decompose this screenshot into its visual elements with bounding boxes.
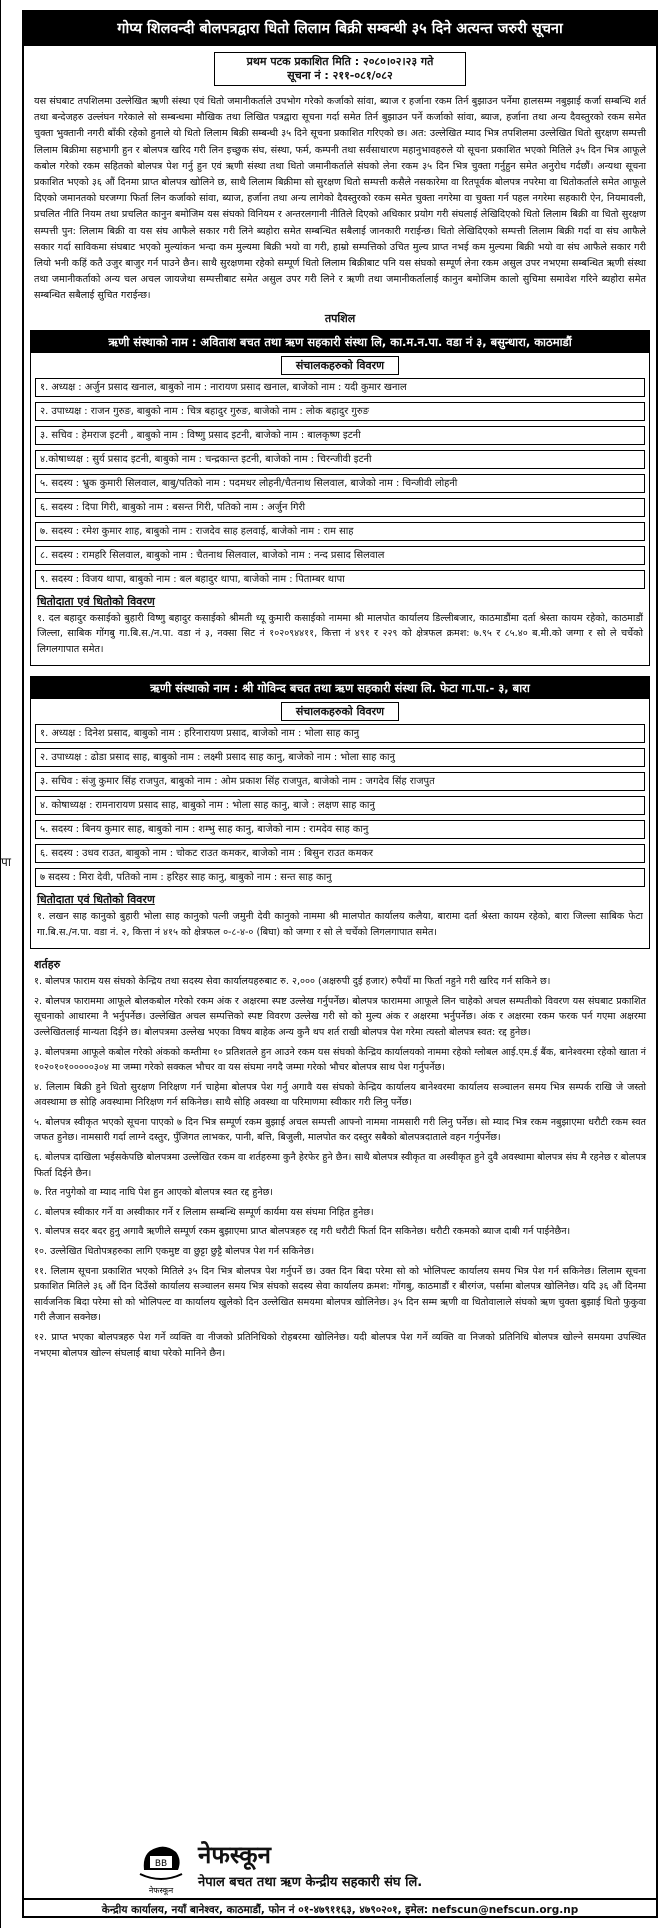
terms-list [34,974,646,1361]
nefscun-logo-icon [136,1840,186,1896]
official-row: ७ सदस्य : मिरा देवी, पतिको नाम : हरिहर साह कानु, बाबुको नाम : सन्त साह कानु [35,868,645,887]
official-row: ५. सदस्य : भ्रुक कुमारी सिलवाल, बाबु/पतिको नाम : पदमधर लोहनी/चैतनाथ सिलवाल, बाजेको नाम : चिन्जीवी लोहनी [35,474,645,493]
officials-heading: संचालकहरुको विवरण [281,702,399,721]
official-row: ७. सदस्य : रमेश कुमार शाह, बाबुको नाम : राजदेव साह हलवाई, बाजेको नाम : राम साह [35,522,645,541]
term-item: ५. बोलपत्र स्वीकृत भएको सूचना पाएको ७ दिन भित्र सम्पूर्ण रकम बुझाई अचल सम्पत्ती आफ्नो नाममा नामसारी गरी लिनु पर्नेछ। सो म्याद भित्र रकम नबुझाएमा धरौटी रकम स्वत जफत हुनेछ। नामसारी गर्दा लाग्ने दस्तुर, पुँजिगत लाभकर, पानी, बत्ति, बिजुली, मालपोत कर दस्तुर सबैको बोलपत्रदाताले वहन गर्नुपर्नेछ। [34,1116,646,1144]
official-row: ६. सदस्य : दिपा गिरी, बाबुको नाम : बसन्त गिरी, पतिको नाम : अर्जुन गिरी [35,498,645,517]
official-row: २. उपाध्यक्ष : ढोडा प्रसाद साह, बाबुको नाम : लक्ष्मी प्रसाद साह कानु, बाजेको नाम : भोला साह कानु [35,748,645,767]
term-item: ९. बोलपत्र सदर बदर हुनु अगावै ऋणीले सम्पूर्ण रकम बुझाएमा प्राप्त बोलपत्रहरु रद्द गरी धरौटी फिर्ता दिन सकिनेछ। धरौटी रकमको ब्याज दाबी गर्न पाईनेछैन। [34,1226,571,1238]
borrower-block-1 [30,330,650,667]
borrower-title: ऋणी संस्थाको नाम : अविताश बचत तथा ऋण सहकारी संस्था लि, का.म.न.पा. वडा नं ३, बसुन्धारा, काठमाडौं [31,331,649,353]
official-row: १. अध्यक्ष : दिनेश प्रसाद, बाबुको नाम : हरिनारायण प्रसाद, बाजेको नाम : भोला साह कानु [35,724,645,743]
details-heading: तपशिल [324,311,356,325]
guarantor-heading: धितोदाता एवं धितोको विवरण [37,594,155,608]
official-row: ३. सचिव : संजु कुमार सिंह राजपुत, बाबुको नाम : ओम प्रकाश सिंह राजपुत, बाजेको नाम : जगदेव सिंह राजपुत [35,772,645,791]
official-row: ६. सदस्य : उधव राउत, बाबुको नाम : चोकट राउत कमकर, बाजेको नाम : बिसुन राउत कमकर [35,844,645,863]
publication-box [214,52,466,86]
official-row: ८. सदस्य : रामहरि सिलवाल, बाबुको नाम : चैतनाथ सिलवाल, बाजेको नाम : नन्द प्रसाद सिलवाल [35,546,645,565]
guarantor-heading: धितोदाता एवं धितोको विवरण [37,893,155,907]
logo-mark-text: BB [154,1859,168,1869]
organization-name: नेफस्कून [198,1841,271,1869]
term-item: ६. बोलपत्र दाखिला भईसकेपछि बोलपत्रमा उल्लेखित रकम वा शर्तहरुमा कुनै हेरफेर हुने छैन। साथै बोलपत्र स्वीकृत वा अस्वीकृत हुने दुवै अवस्थामा बोलपत्र संघ मै रहनेछ र बोलपत्र फिर्ता दिईने छैन। [34,1152,646,1179]
organization-logo-area [24,1834,656,1904]
term-item: ८. बोलपत्र स्वीकार गर्ने वा अस्वीकार गर्ने र लिलाम सम्बन्धि सम्पूर्ण कार्यमा यस संघमा निहित हुनेछ। [34,1206,374,1218]
notice-number: सूचना नं : २११-०८१/०८२ [287,69,393,82]
official-row: १. अध्यक्ष : अर्जुन प्रसाद खनाल, बाबुको नाम : नारायण प्रसाद खनाल, बाजेको नाम : यदी कुमार खनाल [35,378,645,397]
contact-footer: केन्द्रीय कार्यालय, नयाँ बानेश्वर, काठमाडौं, फोन नं ०१-४७९११६३, ४७९०२०१, इमेल: nefscun@nefscun.org.np [24,1898,656,1920]
term-item: १२. प्राप्त भएका बोलपत्रहरु पेश गर्ने व्यक्ति वा नीजको प्रतिनिधिको रोहबरमा खोलिनेछ। यदी बोलपत्र पेश गर्ने व्यक्ति वा निजको प्रतिनिधि बोलपत्र खोल्ने समयमा उपस्थित नभएमा बोलपत्र खोल्न संघलाई बाधा परेको मानिने छैन। [34,1332,646,1359]
intro-paragraph: यस संघबाट तपशिलमा उल्लेखित ऋणी संस्था एवं धितो जमानीकर्ताले उपभोग गरेको कर्जाको सांवा, ब्याज र हर्जाना रकम तिर्न बुझाउन पर्नेमा हालसम्म नबुझाई कर्जा सम्बन्धि शर्त तथा बन्देजहरु उल्लंघन गरेकाले सो सम्बन्धमा मौखिक तथा लिखित पत्रद्वारा सूचना गर्दा समेत तिर्न बुझाउन पर्ने कर्जाको सांवा, ब्याज, हर्जाना तथा अन्य दैवस्तुरको रकम समेत चुक्ता भुक्तानी नगरी बाँकी रहेको हुनाले यो धितो लिलाम बिक्री सम्बन्धी ३५ दिने सूचना प्रकाशित गरिएको छ। अत: उल्लेखित म्याद भित्र तपशिलमा उल्लेखित धितो सुरक्षण सम्पत्ती लिलाम बिक्रीमा सहभागी हुन र बोलपत्र खरिद गरी लिन इच्छुक संघ, संस्था, फर्म, कम्पनी तथा सर्वसाधारण महानुभावहरुले यो सूचना प्रकाशित भएको मितिले ३५ दिन भित्र आफूले कबोल गरेको रकम सहितको बोलपत्र पेश गर्नु हुन एवं ऋणी संस्था तथा धितो जमानीकर्ताले संघको लेना रकम ३५ दिन भित्र चुक्ता गर्नुहुन समेत अनुरोध गर्दछौं। अन्यथा सूचना प्रकाशित भएको ३६ औं दिनमा प्राप्त बोलपत्र खोलिने छ, साथै लिलाम बिक्रीमा सो सुरक्षण धितो सम्पत्ती कसैले नसकारेमा वा रितपूर्वक बोलपत्र नपरेमा वा धितोकर्ताले समेत आफूले दिएको जमानतको घरजग्गा फिर्ता लिन कर्जाको सांवा, ब्याज, हर्जाना तथा अन्य लागेको दैवस्तुरको रकम समेत चुक्ता नगरेमा वा चुक्ता गर्न पहल नगरेमा सहकारी ऐन, नियमावली, प्रचलित नीति नियम तथा प्रचलित कानुन बमोजिम यस संघको विनियम र अन्तरलगानी नीतिले दिएको अधिकार प्रयोग गरी संघलाई लेखिदिएको धितो लिलाम बिक्री वा धितो सुरक्षण सम्पत्ती पुन: लिलाम बिक्री वा यस संघ आफैले सकार गरी लिने ब्यहोरा समेत सम्बन्धित सबैलाई जानकारी गराईन्छ। धितो लेखिदिएको सम्पत्ती लिलाम बिक्री गर्दा वा संघ आफैले सकार गर्दा साविकमा संघबाट भएको मुल्यांकन भन्दा कम मुल्यमा बिक्री भयो वा गरी, हाम्रो सम्पत्तिको उचित मुल्य प्राप्त नभई कम मुल्यमा बिक्री भयो वा संघ आफैले सकार गरी लियो भनी कहिं कतै उजुर बाजुर गर्न पाउने छैन। साथै सुरक्षणमा रहेको सम्पूर्ण धितो लिलाम बिक्रीबाट पनि यस संघको सम्पूर्ण लेना रकम असुल उपर नभएमा सम्बन्धित ऋणी संस्था तथा जमानीकर्ताको अन्य चल अचल जायजेथा सम्पत्तीबाट समेत असुल उपर गरी लिने र ऋणी तथा जमानीकर्तालाई कानुन बमोजिम कालो सुचिमा समावेश गरिने ब्यहोरा समेत सम्बन्धित सबैलाई सुचित गराईन्छ। [34,96,646,302]
publication-date: प्रथम पटक प्रकाशित मिति : २०८०।०२।२३ गते [246,55,434,68]
borrower-block-2 [30,676,650,949]
term-item: २. बोलपत्र फाराममा आफूले बोलकबोल गरेको रकम अंक र अक्षरमा स्पष्ट उल्लेख गर्नुपर्नेछ। बोलपत्र फाराममा आफूले लिन चाहेको अचल सम्पतीको विवरण यस संघबाट प्रकाशित सूचनाको आधारमा नै भर्नुपर्नेछ। उल्लेखित अचल सम्पत्तिको स्पष्ट विवरण उल्लेख गरी सो को मुल्य अंक र अक्षरमा भर्नुपर्नेछ। अंक र अक्षरमा रकम फरक पर्न गएमा अक्षरमा उल्लेखितलाई मान्यता दिईने छ। बोलपत्रमा उल्लेख भएका विषय बाहेक अन्य कुनै थप शर्त राखी बोलपत्र पेश गरेमा त्यस्तो बोलपत्र स्वत: रद्द हुनेछ। [34,995,646,1038]
officials-heading: संचालकहरुको विवरण [281,356,399,375]
organization-full-name: नेपाल बचत तथा ऋण केन्द्रीय सहकारी संघ लि. [198,1875,423,1890]
terms-heading: शर्तहरु [34,958,61,972]
official-row: ४. कोषाध्यक्ष : रामनारायण प्रसाद साह, बाबुको नाम : भोला साह कानु, बाजे : लक्षण साह कानु [35,796,645,815]
term-item: १. बोलपत्र फाराम यस संघको केन्द्रिय तथा सदस्य सेवा कार्यालयहरुबाट रु. २,००० (अक्षरुपी दुई हजार) रुपैयाँ मा फिर्ता नहुने गरी खरिद गर्न सकिने छ। [34,976,551,988]
official-row: ३. सचिव : हेमराज इटनी , बाबुको नाम : विष्णु प्रसाद इटनी, बाजेको नाम : बालकृष्ण इटनी [35,426,645,445]
term-item: ७. रित नपुगेको वा म्याद नाघि पेश हुन आएको बोलपत्र स्वत रद्द हुनेछ। [34,1187,274,1199]
term-item: ११. लिलाम सूचना प्रकाशित भएको मितिले ३५ दिन भित्र बोलपत्र पेश गर्नुपर्ने छ। उक्त दिन बिदा परेमा सो को भोलिपल्ट कार्यालय समय भित्र पेश गर्न सकिनेछ। लिलाम सूचना प्रकाशित मितिले ३६ औं दिन दिउँसो कार्यालय सञ्चालन समय भित्र संघको सदस्य सेवा कार्यालय क्रमश: गोंगबु, काठमाडौं र बीरगंज, पर्सामा बोलपत्र खोलिनेछ। यदि ३६ औं दिनमा सार्वजनिक बिदा परेमा सो को भोलिपल्ट वा कार्यालय खुलेको दिन उल्लेखित समयमा बोलपत्र खोलिनेछ। ३५ दिन सम्म ऋणी वा धितोवालाले संघको ऋण चुक्ता बुझाई धितो फुकुवा गरी लैजान सक्नेछ। [34,1265,646,1324]
logo-mark-caption: नेफस्कून [148,1886,174,1895]
borrower-title: ऋणी संस्थाको नाम : श्री गोविन्द बचत तथा ऋण सहकारी संस्था लि. फेटा गा.पा.- ३, बारा [31,677,649,699]
guarantor-text: १. दल बहादुर कसाईको बुहारी विष्णु बहादुर कसाईको श्रीमती ध्यू कुमारी कसाईको नाममा श्री मालपोत कार्यालय डिल्लीबजार, काठमाडौंमा दर्ता श्रेस्ता कायम रहेको, काठमाडौं जिल्ला, साबिक गोंगबु गा.बि.स./न.पा. वडा नं ३, नक्सा सिट नं १०२०९४४११, कित्ता नं ४९१ र २२९ को क्षेत्रफल क्रमश: ७.९५ र ८५.४० ब.मी.को जग्गा र सो ले चर्चेको लिगलगापात समेत। [37,612,643,655]
official-row: २. उपाध्यक्ष : राजन गुरुङ, बाबुको नाम : चित्र बहादुर गुरुङ, बाजेको नाम : लोक बहादुर गुरुङ [35,402,645,421]
term-item: ३. बोलपत्रमा आफूले कबोल गरेको अंकको कम्तीमा १० प्रतिशतले हुन आउने रकम यस संघको केन्द्रिय कार्यालयको नाममा रहेको ग्लोबल आई.एम.ई बैंक, बानेश्वरमा रहेको खाता नं १०२०१०१०००००३०४ मा जम्मा गरेको सक्कल भौचर वा यस संघमा नगदै जम्मा गरेको भौचर बोलपत्र साथ पेश गर्नुपर्नेछ। [34,1046,646,1074]
notice-title: गोप्य शिलवन्दी बोलपत्रद्वारा धितो लिलाम बिक्री सम्बन्धी ३५ दिने अत्यन्त जरुरी सूचना [24,12,656,46]
guarantor-text: १. लखन साह कानुको बुहारी भोला साह कानुको पत्नी जमुनी देवी कानुको नाममा श्री मालपोत कार्यालय कलैया, बारामा दर्ता श्रेस्ता कायम रहेको, बारा जिल्ला साबिक फेटा गा.बि.स./न.पा. वडा नं. २, कित्ता नं ४१५ को क्षेत्रफल ०-८-४-० (बिघा) को जग्गा र सो ले चर्चेको लिगलगापात समेत। [37,911,643,938]
official-row: ५. सदस्य : बिनय कुमार साह, बाबुको नाम : शम्भु साह कानु, बाजेको नाम : रामदेव साह कानु [35,820,645,839]
official-row: ४.कोषाध्यक्ष : सुर्य प्रसाद इटनी, बाबुको नाम : चन्द्रकान्त इटनी, बाजेको नाम : चिरन्जीवी इटनी [35,450,645,469]
term-item: ४. लिलाम बिक्री हुने धितो सुरक्षण निरिक्षण गर्न चाहेमा बोलपत्र पेश गर्नु अगावै यस संघको केन्द्रिय कार्यालय बानेश्वरमा कार्यालय सञ्चालन समय भित्र सम्पर्क राखि जे जस्तो अवस्थामा छ सोहि अवस्थामा निरिक्षण गर्न सकिनेछ। साथै सोहि अवस्था वा परिमाणमा स्वीकार गरी लिनु पर्नेछ। [34,1081,646,1109]
term-item: १०. उल्लेखित धितोपत्रहरुका लागि एकमुष्ट वा छुट्टा छुट्टै बोलपत्र पेश गर्न सकिनेछ। [34,1246,315,1258]
official-row: ९. सदस्य : विजय थापा, बाबुको नाम : बल बहादुर थापा, बाजेको नाम : पिताम्बर थापा [35,570,645,589]
cropped-side-text: पा [1,855,11,869]
notice-frame [22,10,658,1918]
